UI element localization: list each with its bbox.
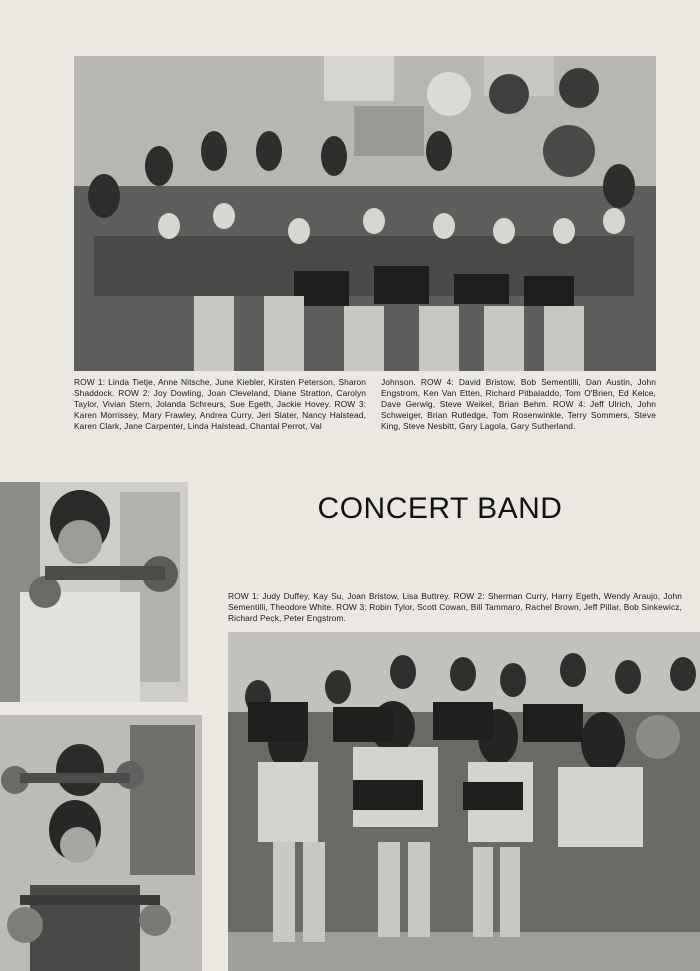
caption-top-right: Johnson. ROW 4: David Bristow, Bob Sementilli, Dan Austin, John Engstrom, Ken Van Etten, Richard Pitbaladdo, Tom O'Brien, Ed Kelce, Dave Gerwig, Steve Weikel, Brian Behm. ROW 4: Jeff Ulrich, John Schweiger, Brian Rutledge, Tom Rosenwinkle, Terry Sommers, Steve King, Steve Nesbitt, Gary Lagola, Gary Sutherland. [381,377,656,432]
trumpet-player-photo [0,482,188,702]
trumpet-duo-photo [0,715,202,971]
page-title: CONCERT BAND [317,492,563,525]
caption-bottom: ROW 1: Judy Duffey, Kay Su, Joan Bristow, Lisa Buttrey. ROW 2: Sherman Curry, Harry Egeth, Wendy Araujo, John Sementilli, Theodore White. ROW 3: Robin Tylor, Scott Cowan, Bill Tammaro, Rachel Brown, Jeff Pillar, Bob Sinkewicz, Richard Peck, Peter Engstrom. [228,591,682,624]
concert-band-group-photo-top [74,56,656,371]
caption-top-left: ROW 1: Linda Tietje, Anne Nitsche, June Kiebler, Kirsten Peterson, Sharon Shaddock. ROW 2: Joy Dowling, Joan Cleveland, Diane Stratton, Carolyn Taylor, Vivian Stern, Jolanda Schreurs, Sue Egeth, Jackie Hovey. ROW 3: Karen Morrissey, Mary Frawley, Andrea Curry, Jeri Slater, Nancy Halstead, Karen Clark, Jane Carpenter, Linda Halstead, Chantal Perrot, Val [74,377,366,432]
concert-band-group-photo-bottom [228,632,700,971]
